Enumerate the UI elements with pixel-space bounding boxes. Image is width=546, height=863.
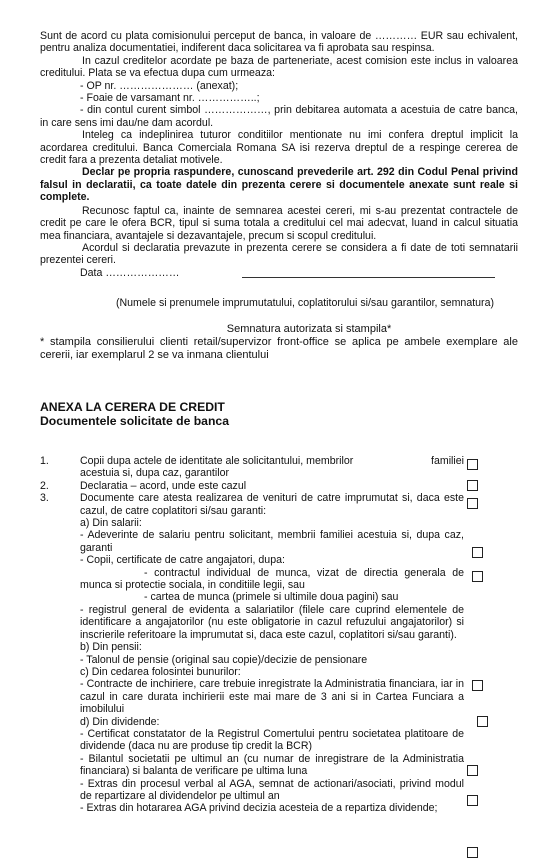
- signatories-paragraph: Acordul si declaratia prevazute in prezenta cerere se considera a fi date de toti semnatarii prezentei cereri.: [40, 241, 518, 267]
- documents-list: [40, 455, 518, 815]
- item-number: 2.: [40, 479, 49, 492]
- partnership-paragraph: In cazul creditelor acordate pe baza de parteneriate, acest comision este inclus in valoarea creditului. Plata se va efectua dupa cum urmeaza:: [40, 54, 518, 80]
- item-number: 1.: [40, 455, 49, 467]
- annex-title: ANEXA LA CERERA DE CREDIT: [40, 400, 225, 414]
- section-label: d) Din dividende:: [80, 715, 160, 728]
- item-text: Declaratia – acord, unde este cazul: [80, 479, 247, 492]
- item-text: - Talonul de pensie (original sau copie)/decizie de pensionare: [80, 653, 368, 666]
- annex-heading: [40, 400, 229, 428]
- date-signature-row: [40, 267, 518, 281]
- checkbox-income-docs[interactable]: [467, 498, 478, 509]
- acknowledgement-paragraph: Recunosc faptul ca, inainte de semnarea acestei cereri, mi s-au prezentat contractele de credit pe care le ofera BCR, tipul si suma totala a creditului cel mai adecvat, luand in calcul situatia mea financiara, avantajele si dezavantajele, precum si scopul creditului.: [40, 204, 518, 242]
- authorized-signature: Semnatura autorizata si stampila*: [226, 323, 392, 336]
- list-item: [40, 480, 518, 492]
- declaration-paragraph: Declar pe propria raspundere, cunoscand prevederile art. 292 din Codul Penal privind falsul in declaratii, ca toate datele din prezenta cerere si documentele anexate sunt reale si complete.: [40, 166, 518, 204]
- checkbox-pension[interactable]: [472, 680, 483, 691]
- conditions-paragraph: Inteleg ca indeplinirea tuturor conditiilor mentionate nu imi confera dreptul implicit la acordarea creditului. Banca Comerciala Romana SA isi rezerva dreptul de a respinge cererea de credit fara a prezenta detaliat motivele.: [40, 129, 518, 167]
- section-label: c) Din cedarea folosintei bunurilor:: [80, 665, 241, 678]
- list-item: [40, 455, 518, 480]
- annex-subtitle: Documentele solicitate de banca: [40, 414, 229, 428]
- payment-op: - OP nr. ………………… (anexat);: [80, 79, 239, 92]
- item-text: - Extras din hotararea AGA privind decizia acesteia de a repartiza dividende;: [80, 802, 438, 815]
- payment-deposit-slip: - Foaie de varsamant nr. ……………..;: [80, 92, 260, 105]
- list-item: [40, 492, 518, 517]
- checkbox-identity-docs[interactable]: [467, 459, 478, 470]
- checkbox-registry-certificate[interactable]: [467, 765, 478, 776]
- checkbox-salary-certificates[interactable]: [472, 547, 483, 558]
- checkbox-employment-contract[interactable]: [472, 571, 483, 582]
- item-text: - Bilantul societatii pe ultimul an (cu numar de inregistrare de la Administratia financiara) si balanta de verificare pe ultima luna: [80, 752, 464, 778]
- item-number: 3.: [40, 492, 49, 505]
- item-text: Copii dupa actele de identitate ale solicitantului, membrilor: [80, 455, 354, 467]
- item-text: - contractul individual de munca, vizat de directia generala de munca si protectie sociala, in conditiile legii, sau: [80, 566, 464, 592]
- item-text: Documente care atesta realizarea de venituri de catre imprumutat si, daca este cazul, de catre coplatitori si/sau garanti:: [80, 492, 464, 517]
- section-label: b) Din pensii:: [80, 641, 142, 654]
- commission-paragraph: Sunt de acord cu plata comisionului perceput de banca, in valoare de ………… EUR sau echivalent, pentru analiza documentatiei, indiferent daca solicitarea va fi aprobata sau respinsa.: [40, 30, 518, 55]
- payment-current-account: - din contul curent simbol ………………, prin debitarea automata a acestuia de catre banca, in care sens imi dau/ne dam acordul.: [40, 104, 518, 129]
- item-text: - Copii, certificate de catre angajatori, dupa:: [80, 554, 285, 567]
- item-text: - Adeverinte de salariu pentru solicitant, membrii familiei acestuia si, dupa caz, garanti: [80, 529, 464, 554]
- item-text: familiei: [431, 455, 464, 467]
- checkbox-declaration[interactable]: [467, 480, 478, 491]
- names-caption: (Numele si prenumele imprumutatului, coplatitorului si/sau garantilor, semnatura): [115, 296, 494, 309]
- credit-request-page: [40, 30, 518, 362]
- section-label: a) Din salarii:: [80, 517, 142, 530]
- stamp-note: * stampila consilierului clienti retail/supervizor front-office se aplica pe ambele exemplare ale cererii, iar exemplarul 2 se va inmana clientului: [40, 336, 518, 362]
- item-text: - Extras din procesul verbal al AGA, semnat de actionari/asociati, privind modul de repartizare al dividendelor pe ultimul an: [80, 777, 464, 802]
- item-text: - Contracte de inchiriere, care trebuie inregistrate la Administratia financiara, iar in cazul in care durata inchirierii este mai mare de 3 ani si in Cartea Funciara a imobilului: [80, 678, 464, 716]
- item-text: - Certificat constatator de la Registrul Comertului pentru societatea platitoare de dividende (daca nu are produse tip credit la BCR): [80, 727, 464, 753]
- checkbox-balance-sheet[interactable]: [467, 795, 478, 806]
- item-text: - registrul general de evidenta a salariatilor (filele care cuprind elementele de identificare a angajatorilor (nu este obligatorie in cazul refuzului angajatorilor) si inscrierile referitoare la imprumutat si, daca este cazul, coplatitori si/sau garanti).: [80, 603, 464, 641]
- checkbox-aga-decision[interactable]: [467, 847, 478, 858]
- item-text: acestuia si, dupa caz, garantilor: [80, 467, 229, 480]
- signature-line: [242, 277, 495, 278]
- checkbox-rental-contracts[interactable]: [477, 716, 488, 727]
- date-label: Data …………………: [80, 266, 180, 279]
- item-text: - cartea de munca (primele si ultimile doua pagini) sau: [144, 591, 399, 604]
